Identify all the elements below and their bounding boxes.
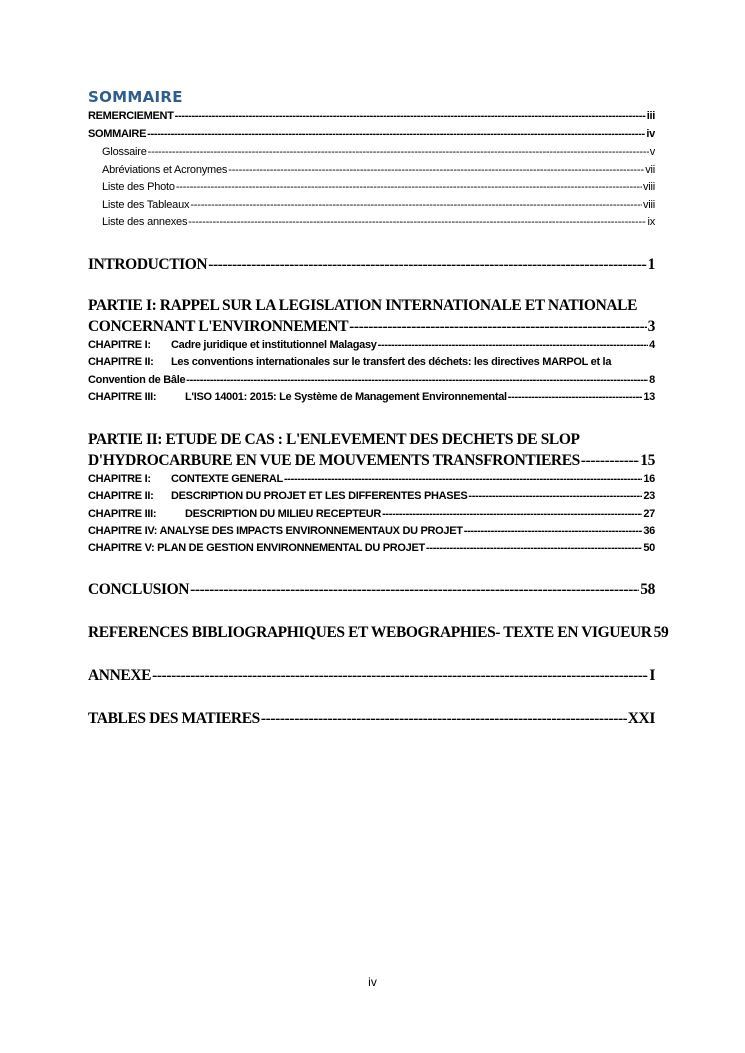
toc-page-number: 59: [653, 624, 669, 641]
chapter-title: ANALYSE DES IMPACTS ENVIRONNEMENTAUX DU PROJET: [159, 525, 463, 537]
toc-entry-p1-chapitre-2[interactable]: [88, 356, 611, 368]
toc-entry-partie2[interactable]: [88, 452, 655, 470]
toc-page: [88, 0, 669, 1053]
toc-entry-p2-chapitre-4[interactable]: [88, 525, 655, 537]
leader-dots: [208, 256, 646, 274]
toc-entry-label: D'HYDROCARBURE EN VUE DE MOUVEMENTS TRANSFRONTIERES: [88, 452, 580, 469]
toc-entry-label-group: [88, 339, 377, 351]
toc-page-number: 58: [640, 581, 655, 598]
toc-page-number: 23: [643, 490, 655, 502]
chapter-number: CHAPITRE II:: [88, 490, 154, 502]
toc-page-number: 8: [649, 374, 655, 386]
toc-entry-label-group: [88, 542, 425, 554]
chapter-title: PLAN DE GESTION ENVIRONNEMENTAL DU PROJET: [157, 542, 425, 554]
toc-entry-p1-chapitre-2-cont[interactable]: [88, 374, 655, 386]
chapter-number: CHAPITRE IV:: [88, 525, 158, 537]
toc-entry-p2-chapitre-1[interactable]: [88, 473, 655, 485]
toc-entry-conclusion[interactable]: [88, 581, 655, 599]
leader-dots: [175, 110, 646, 122]
toc-entry-p2-chapitre-5[interactable]: [88, 542, 655, 554]
chapter-title: CONTEXTE GENERAL: [171, 473, 283, 485]
leader-dots: [464, 525, 643, 537]
toc-entry-label: Glossaire: [102, 146, 147, 158]
toc-page-number: 15: [640, 452, 655, 469]
toc-entry-label: CONCERNANT L'ENVIRONNEMENT: [88, 318, 349, 335]
toc-entry-label: TABLES DES MATIERES: [88, 710, 260, 727]
toc-entry-label: Abréviations et Acronymes: [102, 164, 228, 176]
leader-dots: [426, 542, 642, 554]
leader-dots: [190, 581, 639, 599]
toc-entry-p2-chapitre-2[interactable]: [88, 490, 655, 502]
toc-entry-label: CONCLUSION: [88, 581, 190, 598]
leader-dots: [349, 318, 646, 336]
toc-entry-p1-chapitre-1[interactable]: [88, 339, 655, 351]
toc-page-number: 1: [647, 256, 655, 273]
toc-page-number: viii: [642, 181, 655, 193]
toc-entry-abreviations[interactable]: [102, 164, 655, 176]
toc-entry-label-group: [88, 490, 467, 502]
toc-page-number: I: [649, 667, 655, 684]
toc-entry-label: Liste des Tableaux: [102, 199, 190, 211]
toc-entry-label: SOMMAIRE: [88, 128, 147, 140]
toc-page-number: XXI: [627, 710, 655, 727]
toc-entry-remerciement[interactable]: [88, 110, 655, 122]
toc-entry-references[interactable]: [88, 624, 669, 642]
toc-page-number: 16: [643, 473, 655, 485]
chapter-number: CHAPITRE V:: [88, 542, 155, 554]
toc-entry-partie1[interactable]: [88, 318, 655, 336]
toc-page-number: 13: [643, 391, 655, 403]
toc-entry-label-group: [88, 391, 507, 403]
toc-entry-label-group: [88, 525, 463, 537]
toc-page-number: iii: [646, 110, 655, 122]
leader-dots: [508, 391, 643, 403]
toc-entry-tables[interactable]: [88, 710, 655, 728]
toc-entry-glossaire[interactable]: [102, 146, 655, 158]
toc-page-number: vii: [645, 164, 655, 176]
toc-partie2-heading[interactable]: PARTIE II: ETUDE DE CAS : L'ENLEVEMENT DES DECHETS DE SLOP: [88, 431, 580, 448]
leader-dots: [378, 339, 649, 351]
toc-entry-label: Liste des annexes: [102, 216, 188, 228]
toc-entry-label-group: [88, 508, 381, 520]
chapter-number: CHAPITRE I:: [88, 473, 151, 485]
toc-page-number: v: [649, 146, 655, 158]
chapter-title: DESCRIPTION DU PROJET ET LES DIFFERENTES PHASES: [171, 490, 468, 502]
toc-entry-p1-chapitre-3[interactable]: [88, 391, 655, 403]
toc-page-number: iv: [646, 128, 655, 140]
chapter-number: CHAPITRE II:: [88, 356, 154, 368]
toc-entry-liste-tableaux[interactable]: [102, 199, 655, 211]
toc-entry-introduction[interactable]: [88, 256, 655, 274]
leader-dots: [147, 128, 645, 140]
toc-page-number: 27: [643, 508, 655, 520]
toc-page-number: ix: [647, 216, 655, 228]
chapter-title: Les conventions internationales sur le transfert des déchets: les directives MARPOL et la: [171, 356, 612, 368]
chapter-number: CHAPITRE I:: [88, 339, 151, 351]
chapter-number: CHAPITRE III:: [88, 508, 157, 520]
chapter-title: Cadre juridique et institutionnel Malagasy: [171, 339, 377, 351]
leader-dots: [382, 508, 642, 520]
chapter-title-continued: Convention de Bâle: [88, 374, 186, 386]
toc-entry-annexe[interactable]: [88, 667, 655, 685]
toc-entry-label: REMERCIEMENT: [88, 110, 174, 122]
page-number-footer: iv: [368, 975, 377, 989]
toc-entry-label-group: [88, 473, 283, 485]
chapter-title: L'ISO 14001: 2015: Le Système de Management Environnemental: [185, 391, 507, 403]
toc-page-number: 3: [647, 318, 655, 335]
leader-dots: [152, 667, 648, 685]
leader-dots: [176, 181, 642, 193]
toc-entry-label: REFERENCES BIBLIOGRAPHIQUES ET WEBOGRAPHIES- TEXTE EN VIGUEUR: [88, 624, 652, 641]
leader-dots: [261, 710, 627, 728]
toc-entry-liste-photo[interactable]: [102, 181, 655, 193]
leader-dots: [188, 216, 646, 228]
toc-page-number: 50: [643, 542, 655, 554]
toc-page-number: 36: [643, 525, 655, 537]
leader-dots: [468, 490, 642, 502]
leader-dots: [228, 164, 644, 176]
chapter-title: DESCRIPTION DU MILIEU RECEPTEUR: [185, 508, 382, 520]
toc-entry-label: ANNEXE: [88, 667, 152, 684]
toc-page-number: 4: [649, 339, 655, 351]
toc-entry-liste-annexes[interactable]: [102, 216, 655, 228]
toc-entry-sommaire[interactable]: [88, 128, 655, 140]
toc-entry-label: Liste des Photo: [102, 181, 175, 193]
chapter-number: CHAPITRE III:: [88, 391, 157, 403]
leader-dots: [186, 374, 648, 386]
toc-entry-label: INTRODUCTION: [88, 256, 208, 273]
leader-dots: [581, 452, 639, 470]
toc-page-number: viii: [642, 199, 655, 211]
page-title: SOMMAIRE: [88, 88, 183, 106]
leader-dots: [190, 199, 642, 211]
toc-partie1-heading[interactable]: PARTIE I: RAPPEL SUR LA LEGISLATION INTERNATIONALE ET NATIONALE: [88, 297, 638, 314]
leader-dots: [148, 146, 649, 158]
toc-entry-p2-chapitre-3[interactable]: [88, 508, 655, 520]
leader-dots: [284, 473, 642, 485]
